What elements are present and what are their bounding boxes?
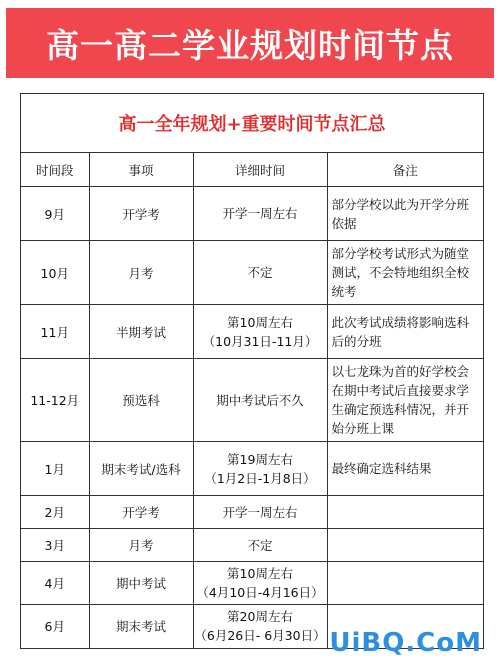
item-cell: 月考 xyxy=(89,529,193,562)
note-cell: 部分学校考试形式为随堂测试，不会特地组织全校统考 xyxy=(327,241,483,305)
period-cell: 11月 xyxy=(21,305,89,359)
table-row xyxy=(21,359,483,442)
period-cell: 4月 xyxy=(21,562,89,605)
header-row xyxy=(21,153,483,187)
schedule-table xyxy=(21,153,483,648)
note-cell: 最终确定选科结果 xyxy=(327,442,483,496)
item-cell: 预选科 xyxy=(89,359,193,442)
detail-cell xyxy=(193,562,327,605)
banner-title: 高一高二学业规划时间节点 xyxy=(46,25,454,65)
plan-sheet xyxy=(20,93,484,649)
detail-line: （10月31日-11月） xyxy=(202,333,318,349)
detail-line: 期中考试后不久 xyxy=(216,392,304,408)
detail-cell xyxy=(193,359,327,442)
detail-line: 第10周左右 xyxy=(227,314,293,330)
detail-cell xyxy=(193,605,327,648)
note-cell xyxy=(327,562,483,605)
table-row xyxy=(21,496,483,529)
banner xyxy=(0,0,500,86)
header-item: 事项 xyxy=(89,153,193,187)
period-cell: 3月 xyxy=(21,529,89,562)
item-cell: 月考 xyxy=(89,241,193,305)
detail-cell xyxy=(193,442,327,496)
detail-cell xyxy=(193,529,327,562)
detail-line: 不定 xyxy=(247,537,273,553)
table-row xyxy=(21,241,483,305)
header-note: 备注 xyxy=(327,153,483,187)
item-cell: 期末考试/选科 xyxy=(89,442,193,496)
period-cell: 2月 xyxy=(21,496,89,529)
detail-line: （1月2日-1月8日） xyxy=(204,470,316,486)
note-cell xyxy=(327,529,483,562)
period-cell: 6月 xyxy=(21,605,89,648)
detail-line: 开学一周左右 xyxy=(222,206,298,221)
item-cell: 期末考试 xyxy=(89,605,193,648)
note-cell: 部分学校以此为开学分班依据 xyxy=(327,187,483,241)
detail-cell xyxy=(193,187,327,241)
period-cell: 11-12月 xyxy=(21,359,89,442)
period-cell: 1月 xyxy=(21,442,89,496)
detail-line: 第20周左右 xyxy=(227,609,293,625)
period-cell: 10月 xyxy=(21,241,89,305)
item-cell: 开学考 xyxy=(89,187,193,241)
detail-line: （6月26日- 6月30日） xyxy=(194,628,326,644)
item-cell: 开学考 xyxy=(89,496,193,529)
detail-line: 第19周左右 xyxy=(227,451,293,467)
period-cell: 9月 xyxy=(21,187,89,241)
banner-bar xyxy=(6,8,494,78)
detail-line: 开学一周左右 xyxy=(222,504,298,520)
table-row xyxy=(21,442,483,496)
table-row xyxy=(21,305,483,359)
note-cell: 此次考试成绩将影响选科后的分班 xyxy=(327,305,483,359)
detail-cell xyxy=(193,241,327,305)
watermark: UiBQ.CoM xyxy=(329,628,482,658)
detail-line: 第10周左右 xyxy=(227,566,293,581)
item-cell: 半期考试 xyxy=(89,305,193,359)
detail-cell xyxy=(193,496,327,529)
detail-line: 不定 xyxy=(247,265,273,280)
table-row xyxy=(21,529,483,562)
note-cell xyxy=(327,496,483,529)
header-detail: 详细时间 xyxy=(193,153,327,187)
note-cell: 以七龙珠为首的好学校会在期中考试后直接要求学生确定预选科情况，并开始分班上课 xyxy=(327,359,483,442)
detail-line: （4月10日-4月16日） xyxy=(196,585,324,600)
header-period: 时间段 xyxy=(21,153,89,187)
table-row xyxy=(21,187,483,241)
detail-cell xyxy=(193,305,327,359)
table-body xyxy=(21,187,483,648)
table-row xyxy=(21,562,483,605)
item-cell: 期中考试 xyxy=(89,562,193,605)
sheet-title: 高一全年规划+重要时间节点汇总 xyxy=(21,94,483,153)
